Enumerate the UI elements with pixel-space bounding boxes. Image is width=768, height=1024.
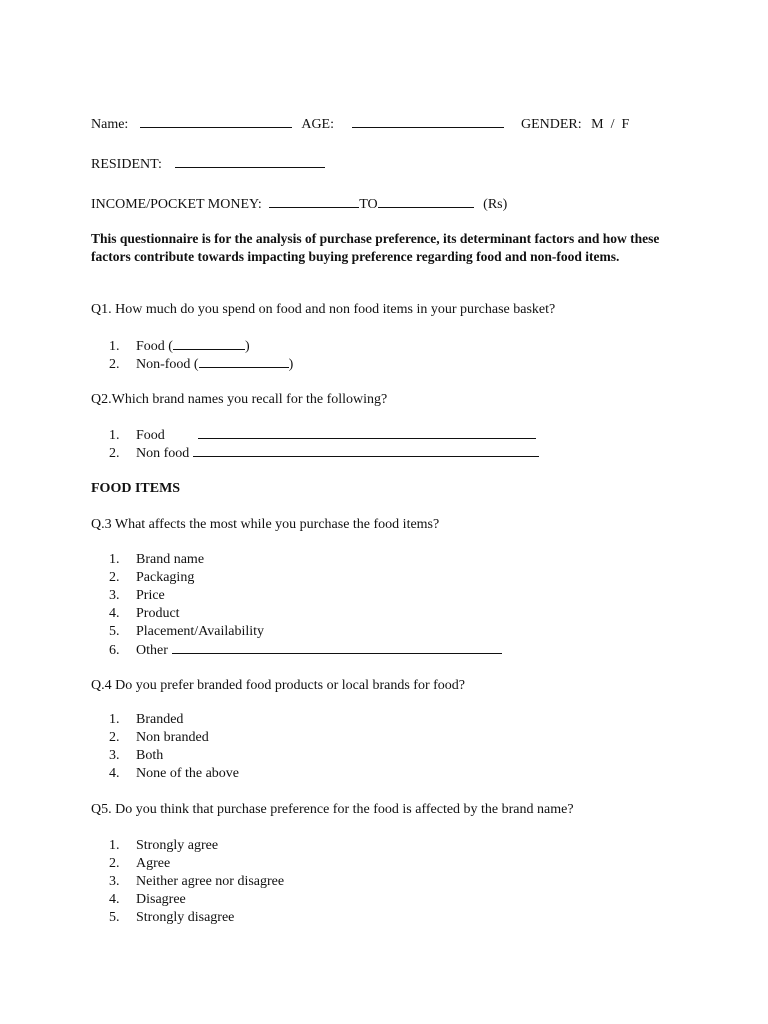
list-item[interactable] [109,909,234,927]
option-label: Food [136,428,165,443]
option-label: Other [136,643,168,658]
q2-question: Q2.Which brand names you recall for the following? [91,392,388,407]
income-to-label: TO [359,197,378,212]
income-from-field[interactable] [269,195,359,208]
list-item[interactable] [109,587,165,605]
list-number: 1. [109,712,120,727]
list-item[interactable] [109,729,209,747]
option-label: Agree [136,856,171,871]
close-paren: ) [288,357,294,372]
q2-option-nonfood[interactable] [109,444,539,463]
option-label: Strongly disagree [136,910,235,925]
list-number: 3. [109,748,120,763]
option-label: Neither agree nor disagree [136,874,285,889]
option-label: Product [136,606,180,621]
section-title: FOOD ITEMS [91,481,181,496]
option-label: Non food [136,446,190,461]
resident-row [91,155,325,174]
option-label: Strongly agree [136,838,219,853]
q2-option-food[interactable] [109,426,536,445]
income-row [91,195,507,214]
list-number: 1. [109,838,120,853]
list-item[interactable] [109,711,183,729]
gender-label: GENDER: [521,117,582,132]
list-item[interactable] [109,551,204,569]
option-label: Both [136,748,164,763]
age-field[interactable] [352,115,504,128]
option-label: Branded [136,712,184,727]
option-label: Price [136,588,165,603]
list-number: 2. [109,357,120,372]
food-spend-field[interactable] [173,337,245,350]
list-number: 3. [109,588,120,603]
q4-question: Q.4 Do you prefer branded food products or local brands for food? [91,678,465,693]
nonfood-brands-field[interactable] [193,444,539,457]
name-field[interactable] [140,115,292,128]
list-item[interactable] [109,569,194,587]
option-label: Non branded [136,730,209,745]
other-field[interactable] [172,641,502,654]
resident-field[interactable] [175,155,325,168]
list-item[interactable] [109,765,239,783]
name-label: Name: [91,117,129,132]
list-number: 2. [109,856,120,871]
income-unit: (Rs) [483,197,508,212]
list-number: 2. [109,446,120,461]
list-number: 6. [109,643,120,658]
option-label: Non-food ( [136,357,199,372]
option-label: Brand name [136,552,205,567]
age-label: AGE: [301,117,334,132]
q5-question: Q5. Do you think that purchase preference for the food is affected by the brand name? [91,802,574,817]
list-number: 5. [109,624,120,639]
gender-options[interactable]: M / F [591,117,630,132]
option-label: Food ( [136,339,173,354]
income-to-field[interactable] [378,195,474,208]
list-item[interactable] [109,855,170,873]
list-item[interactable] [109,641,502,660]
food-brands-field[interactable] [198,426,536,439]
list-number: 1. [109,552,120,567]
list-number: 4. [109,892,120,907]
q3-question: Q.3 What affects the most while you purchase the food items? [91,517,440,532]
income-label: INCOME/POCKET MONEY: [91,197,262,212]
list-number: 3. [109,874,120,889]
list-number: 2. [109,570,120,585]
list-number: 2. [109,730,120,745]
list-item[interactable] [109,623,264,641]
option-label: Placement/Availability [136,624,265,639]
q1-option-food[interactable] [109,337,250,356]
q1-question: Q1. How much do you spend on food and non food items in your purchase basket? [91,302,556,317]
name-age-gender-row [91,115,629,134]
list-item[interactable] [109,837,218,855]
resident-label: RESIDENT: [91,157,162,172]
list-number: 1. [109,428,120,443]
list-item[interactable] [109,873,284,891]
list-item[interactable] [109,605,180,623]
option-label: Packaging [136,570,195,585]
list-item[interactable] [109,891,186,909]
intro-paragraph: This questionnaire is for the analysis of purchase preference, its determinant factors and how these factors contribute towards impacting buying preference regarding food and non-food items. [91,231,660,264]
nonfood-spend-field[interactable] [199,355,289,368]
q1-option-nonfood[interactable] [109,355,293,374]
close-paren: ) [244,339,250,354]
option-label: Disagree [136,892,186,907]
option-label: None of the above [136,766,240,781]
list-number: 1. [109,339,120,354]
list-number: 4. [109,606,120,621]
list-number: 5. [109,910,120,925]
list-number: 4. [109,766,120,781]
list-item[interactable] [109,747,163,765]
